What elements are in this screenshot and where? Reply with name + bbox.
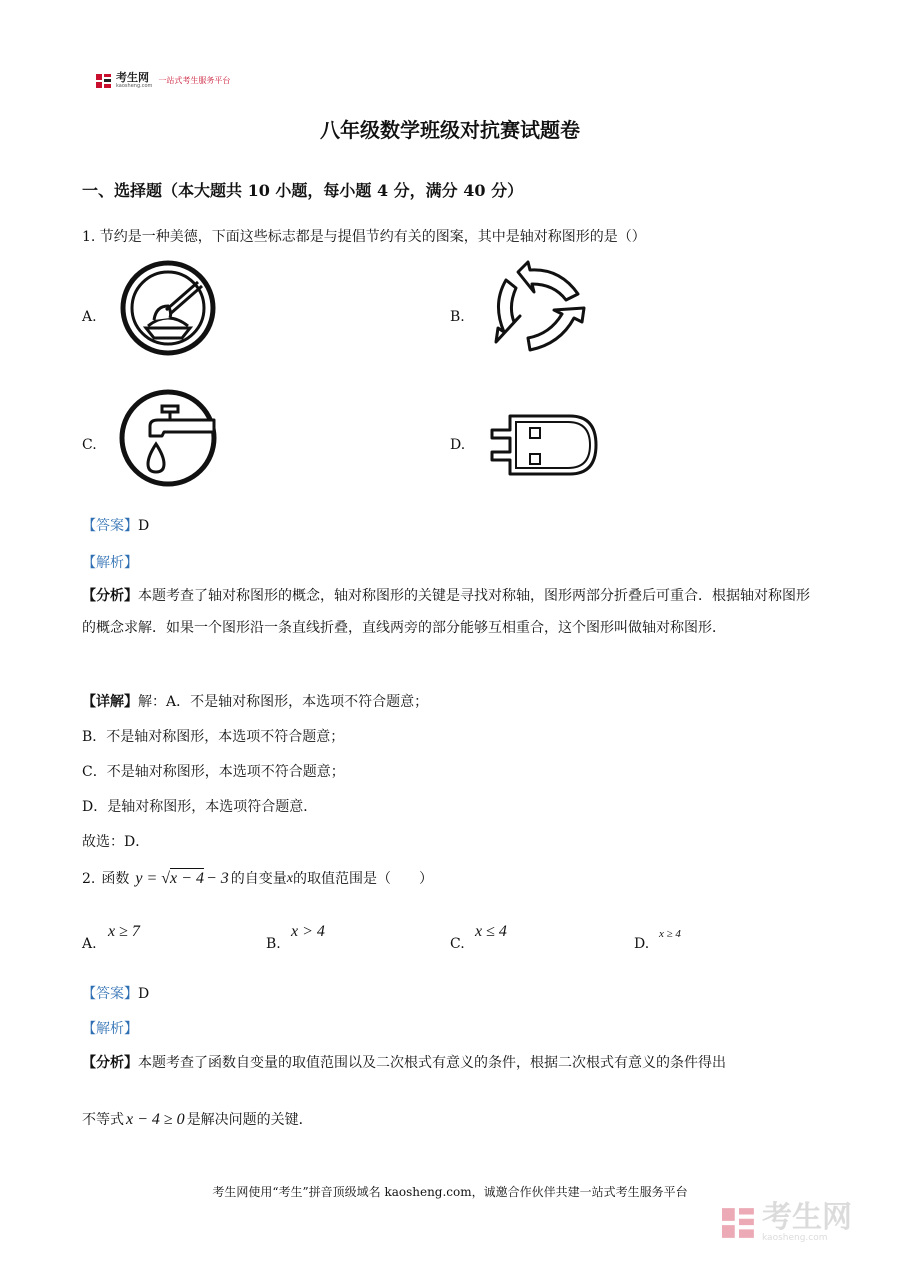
q1-xiangjie	[82, 686, 822, 858]
q2-formula-rest: − 3	[205, 870, 229, 887]
xiangjie-line: 故选：D．	[82, 834, 150, 850]
analysis-tag: 【解析】	[82, 555, 138, 571]
answer-value: D	[138, 986, 150, 1002]
q1-option-c-label: C.	[82, 437, 97, 453]
q1-option-b-label: B.	[450, 309, 465, 325]
q2-formula-radicand: x − 4	[170, 870, 204, 887]
q2-inequality: x − 4 ≥ 0	[126, 1111, 185, 1128]
hand-bowl-prohibit-icon	[120, 260, 216, 356]
q2-stem	[82, 868, 433, 889]
faucet-water-drop-icon	[118, 388, 218, 488]
q2-option-c-math: x ≤ 4	[475, 923, 507, 940]
power-plug-icon	[488, 410, 600, 480]
page-footer: 考生网使用“考生”拼音顶级域名 kaosheng.com，诚邀合作伙伴共建一站式考生服务平台	[212, 1185, 688, 1199]
xiangjie-line: 【详解】解：A．不是轴对称图形，本选项不符合题意；	[82, 694, 429, 710]
q1-option-a-label: A.	[82, 309, 97, 325]
xiangjie-tag: 【详解】	[82, 694, 138, 710]
logo-name: 考生网	[116, 71, 149, 84]
q2-option-d-math: x ≥ 4	[659, 928, 681, 940]
page-title: 八年级数学班级对抗赛试题卷	[320, 118, 580, 142]
q2-option-b-math: x > 4	[291, 923, 325, 940]
recycle-arrows-icon	[488, 258, 588, 358]
q2-answer	[82, 983, 149, 1003]
fenxi-tag: 【分析】	[82, 1055, 138, 1071]
q2-analysis-tag	[82, 1018, 138, 1038]
q1-stem: 1. 节约是一种美德，下面这些标志都是与提倡节约有关的图案，其中是轴对称图形的是（）	[82, 229, 646, 245]
answer-tag: 【答案】	[82, 986, 138, 1002]
q1-option-d-label: D.	[450, 437, 466, 453]
q1-fenxi	[82, 580, 822, 644]
analysis-tag: 【解析】	[82, 1021, 138, 1037]
q2-var: x	[286, 871, 293, 886]
watermark-name: 考生网	[762, 1200, 852, 1235]
q2-option-b-label: B.	[266, 936, 281, 952]
sqrt-sign: √	[161, 870, 171, 887]
q2-stem-suffix: 的取值范围是（ ）	[292, 871, 433, 887]
answer-value: D	[138, 518, 150, 534]
xiangjie-line: D．是轴对称图形，本选项符合题意．	[82, 799, 318, 815]
logo-domain: kaosheng.com	[116, 83, 153, 89]
q2-option-d-label: D.	[634, 936, 650, 952]
logo-slogan: 一站式考生服务平台	[158, 76, 231, 85]
answer-tag: 【答案】	[82, 518, 138, 534]
q2-key-line: 不等式 x − 4 ≥ 0 是解决问题的关键．	[82, 1111, 313, 1128]
fenxi-tag: 【分析】	[82, 588, 138, 604]
q2-option-c-label: C.	[450, 936, 465, 952]
kaosheng-logo-icon	[96, 73, 112, 89]
xiangjie-line: B．不是轴对称图形，本选项不符合题意；	[82, 729, 345, 745]
section-heading: 一、选择题（本大题共 10 小题，每小题 4 分，满分 40 分）	[82, 181, 524, 200]
q2-fenxi	[82, 1047, 822, 1079]
q2-option-a-math: x ≥ 7	[108, 923, 140, 940]
q1-answer	[82, 515, 149, 535]
watermark	[722, 1200, 852, 1243]
fenxi-text: 本题考查了函数自变量的取值范围以及二次根式有意义的条件，根据二次根式有意义的条件得出	[138, 1055, 726, 1071]
xiangjie-line: C．不是轴对称图形，本选项不符合题意；	[82, 764, 345, 780]
q2-stem-prefix: 函数	[101, 871, 130, 887]
q1-analysis-tag	[82, 552, 138, 572]
q2-stem-mid: 的自变量	[230, 871, 287, 887]
q2-option-a-label: A.	[82, 936, 97, 952]
watermark-logo-icon	[722, 1206, 756, 1240]
fenxi-text: 本题考查了轴对称图形的概念，轴对称图形的关键是寻找对称轴，图形两部分折叠后可重合．根据轴对称图形的概念求解．如果一个图形沿一条直线折叠，直线两旁的部分能够互相重合，这个图形叫做轴对称图形．	[82, 588, 810, 636]
header-logo	[96, 72, 230, 89]
q2-number: 2.	[82, 871, 96, 887]
watermark-domain: kaosheng.com	[762, 1233, 828, 1243]
q2-formula-lhs: y =	[135, 870, 158, 887]
